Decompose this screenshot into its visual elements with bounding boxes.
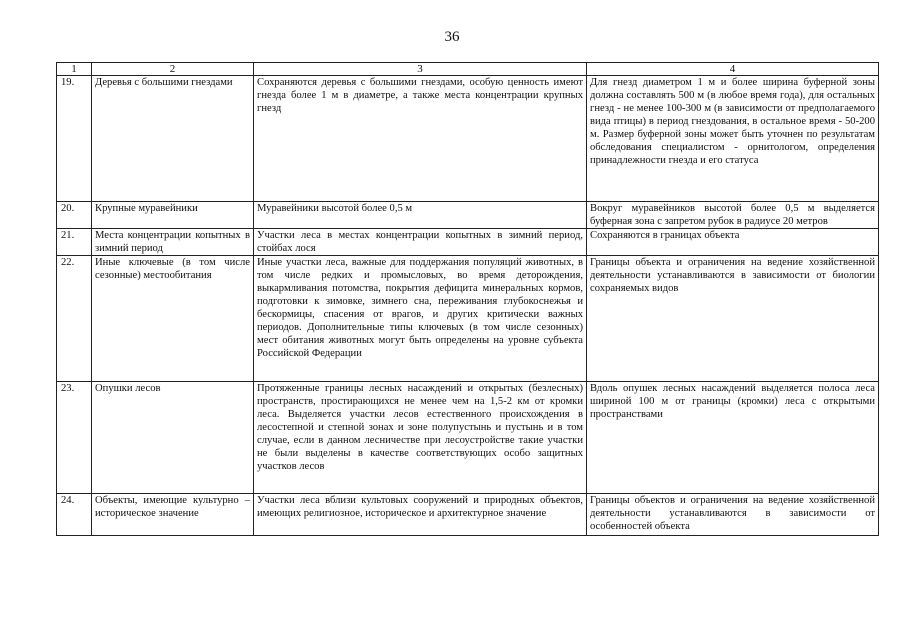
column-header: 1 [57,63,92,76]
protection-rule: Вокруг муравейников высотой более 0,5 м выделяется буферная зона с запретом рубок в радиусе 20 метров [587,202,879,229]
table-row [57,76,879,202]
protection-rule: Сохраняются в границах объекта [587,229,879,256]
table-row [57,202,879,229]
row-number: 22. [57,256,92,382]
protection-rule: Границы объекта и ограничения на ведение хозяйственной деятельности устанавливаются в зависимости от биологии сохраняемых видов [587,256,879,382]
table-row [57,494,879,536]
object-name: Иные ключевые (в том числе сезонные) местообитания [92,256,254,382]
object-description: Сохраняются деревья с большими гнездами, особую ценность имеют гнезда более 1 м в диаметре, а также места концентрации крупных гнезд [254,76,587,202]
page-number: 36 [444,29,460,45]
object-description: Муравейники высотой более 0,5 м [254,202,587,229]
table-row [57,229,879,256]
object-name: Объекты, имеющие культурно – историческое значение [92,494,254,536]
column-header: 2 [92,63,254,76]
row-number: 19. [57,76,92,202]
object-name: Крупные муравейники [92,202,254,229]
table-header-row [57,63,879,76]
protection-rule: Вдоль опушек лесных насаждений выделяется полоса леса шириной 100 м от границы (кромки) леса с открытыми пространствами [587,382,879,494]
row-number: 20. [57,202,92,229]
column-header: 4 [587,63,879,76]
object-name: Деревья с большими гнездами [92,76,254,202]
object-description: Участки леса в местах концентрации копытных в зимний период, стойбах лося [254,229,587,256]
row-number: 21. [57,229,92,256]
object-description: Иные участки леса, важные для поддержания популяций животных, в том числе редких и промысловых, во время деторождения, выкармливания потомства, покрытия дефицита минеральных кормов, подготовки к зимовке, зимнего сна, переживания глубокоснежья и бескормицы, спасения от врагов, и других критически важных периодов. Дополнительные типы ключевых (в том числе сезонных) мест обитания животных могут быть определены на уровне субъекта Российской Федерации [254,256,587,382]
row-number: 24. [57,494,92,536]
document-table [56,62,879,536]
protection-rule: Для гнезд диаметром 1 м и более ширина буферной зоны должна составлять 500 м (в любое время года), для остальных гнезд - не менее 100-300 м (в зависимости от предполагаемого вида птицы) в период гнездования, в остальное время - 50-200 м. Размер буферной зоны может быть уточнен по результатам обследования специалистом - орнитологом, определения принадлежности гнезда и его статуса [587,76,879,202]
column-header: 3 [254,63,587,76]
object-name: Опушки лесов [92,382,254,494]
object-name: Места концентрации копытных в зимний период [92,229,254,256]
object-description: Протяженные границы лесных насаждений и открытых (безлесных) пространств, простирающихся не менее чем на 1,5-2 км от кромки леса. Выделяется участки лесов естественного происхождения в лесостепной и степной зонах и зоне полупустынь и пустынь и в том случае, если в данном лесничестве при лесоустройстве такие участки не были выделены в качестве соответствующих особо защитных участков лесов [254,382,587,494]
row-number: 23. [57,382,92,494]
protection-rule: Границы объектов и ограничения на ведение хозяйственной деятельности устанавливаются в зависимости от особенностей объекта [587,494,879,536]
object-description: Участки леса вблизи культовых сооружений и природных объектов, имеющих религиозное, историческое и архитектурное значение [254,494,587,536]
table-row [57,382,879,494]
table-row [57,256,879,382]
